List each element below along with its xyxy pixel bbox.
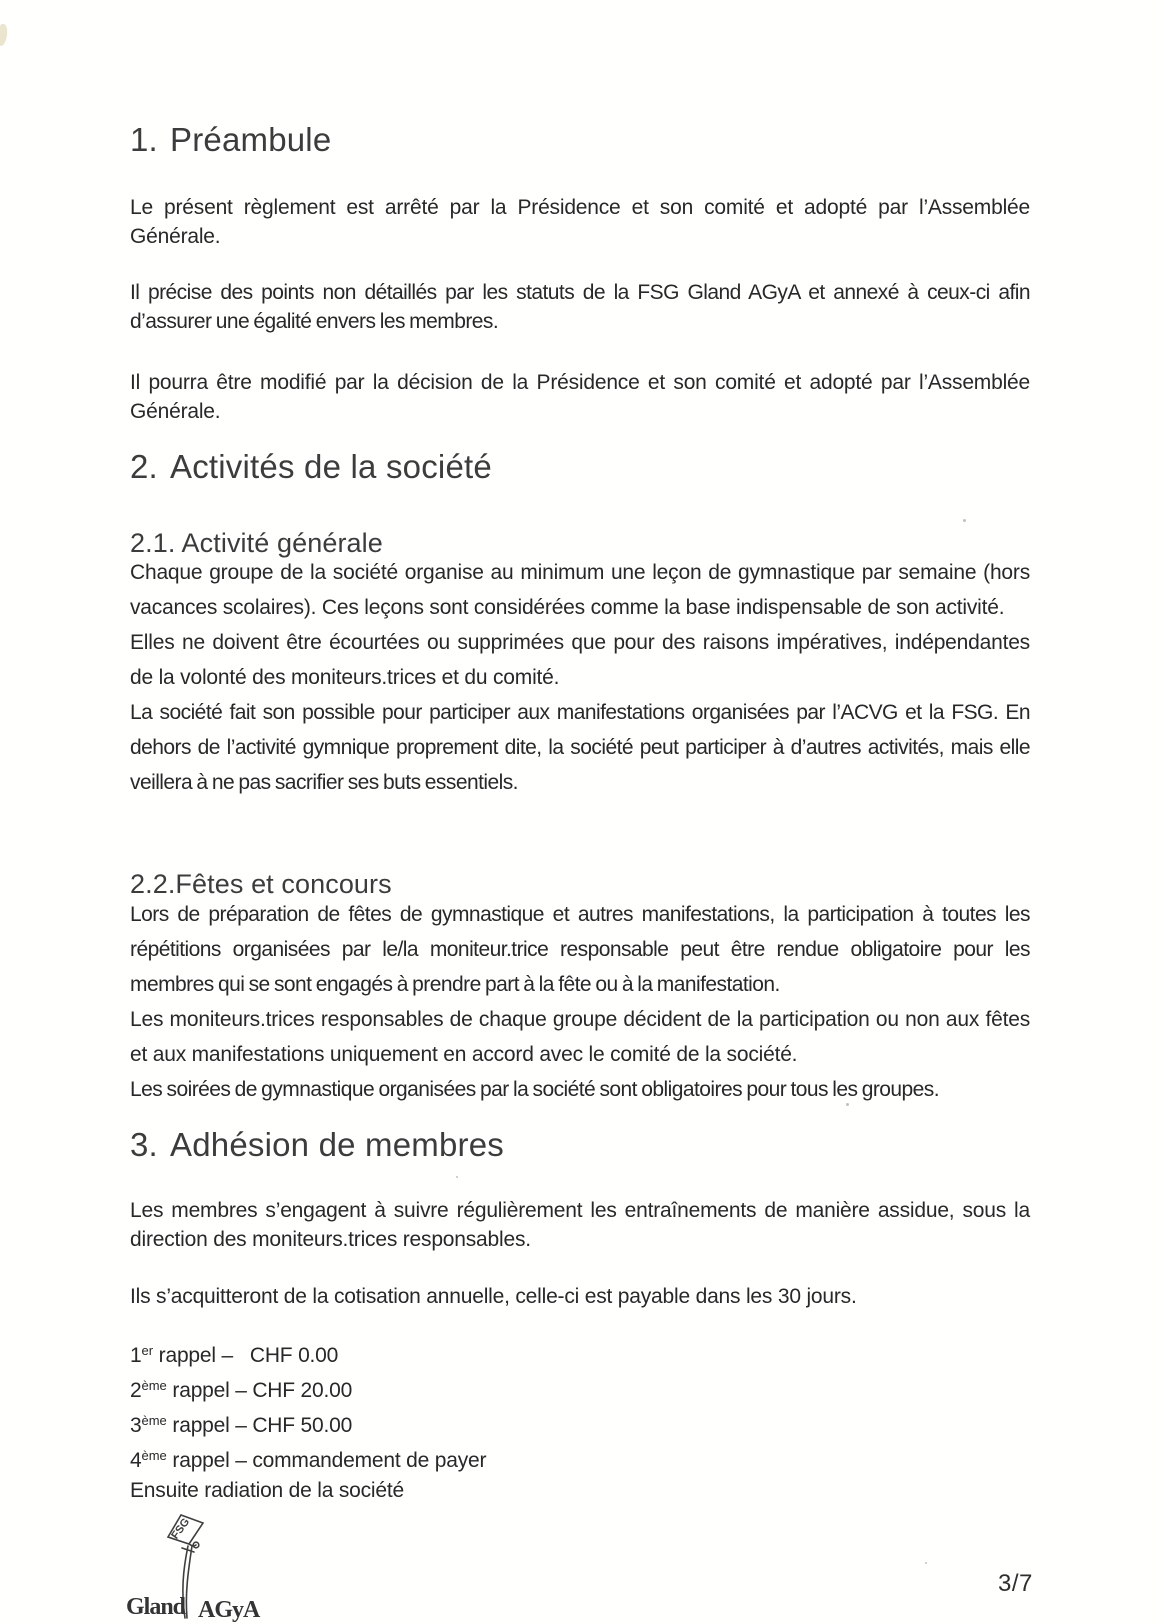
logo-flag-label: FSG xyxy=(169,1516,193,1542)
rappel-ordinal: ème xyxy=(141,1448,167,1463)
logo-word-left: Gland xyxy=(126,1594,186,1620)
rappel-line-4 xyxy=(130,1441,1030,1476)
paragraph-fetes-3: Les soirées de gymnastique organisées par la société sont obligatoires pour tous les groupes. xyxy=(130,1078,940,1101)
paragraph-preambule-1: Le présent règlement est arrêté par la Présidence et son comité et adopté par l’Assemblée Générale. xyxy=(130,196,1030,248)
section-2-2-heading: 2.2.Fêtes et concours xyxy=(130,869,392,899)
section-2-heading xyxy=(130,448,492,486)
section-2-title: Activités de la société xyxy=(170,448,492,485)
rappel-number: 3 xyxy=(130,1414,142,1437)
paragraph-fetes-2: Les moniteurs.trices responsables de chaque groupe décident de la participation ou non aux fêtes et aux manifestations uniquement en accord avec le comité de la société. xyxy=(130,1008,1030,1066)
section-2-1-body xyxy=(130,555,1030,800)
rappel-text: rappel – CHF 20.00 xyxy=(166,1379,353,1402)
paragraph-preambule-2: Il précise des points non détaillés par les statuts de la FSG Gland AGyA et annexé à ceux-ci afin d’assurer une égalité envers les membres. xyxy=(130,281,1030,333)
section-3-number: 3. xyxy=(130,1126,158,1163)
paragraph-fetes-1: Lors de préparation de fêtes de gymnastique et autres manifestations, la participation à toutes les répétitions organisées par le/la moniteur.trice responsable peut être rendue obligatoire pour les membres qui se sont engagés à prendre part à la fête ou à la manifestation. xyxy=(130,903,1030,996)
paragraph-adhesion-1: Les membres s’engagent à suivre régulièrement les entraînements de manière assidue, sous la direction des moniteurs.trices responsables. xyxy=(130,1199,1030,1251)
rappel-line-1 xyxy=(130,1336,1030,1371)
rappel-number: 1 xyxy=(130,1344,142,1367)
paragraph-adhesion-2: Ils s’acquitteront de la cotisation annuelle, celle-ci est payable dans les 30 jours. xyxy=(130,1285,857,1308)
scan-smudge xyxy=(0,23,8,46)
paragraph-activite-1: Chaque groupe de la société organise au minimum une leçon de gymnastique par semaine (hors vacances scolaires). Ces leçons sont considérées comme la base indispensable de son activité. xyxy=(130,561,1030,619)
section-1-number: 1. xyxy=(130,121,158,158)
rappel-line-2 xyxy=(130,1371,1030,1406)
rappel-text: rappel – CHF 50.00 xyxy=(166,1414,353,1437)
rappel-list xyxy=(130,1336,1030,1506)
rappel-ordinal: er xyxy=(141,1343,154,1358)
section-1-heading xyxy=(130,121,331,159)
rappel-ordinal: ème xyxy=(141,1378,167,1393)
scan-speck xyxy=(456,1176,458,1178)
rappel-text: rappel – CHF 0.00 xyxy=(153,1344,339,1367)
paragraph-activite-2: Elles ne doivent être écourtées ou supprimées que pour des raisons impératives, indépendantes de la volonté des moniteurs.trices et du comité. xyxy=(130,631,1030,689)
section-2-number: 2. xyxy=(130,448,158,485)
rappel-text: rappel – commandement de payer xyxy=(166,1449,487,1472)
paragraph-preambule-3: Il pourra être modifié par la décision de la Présidence et son comité et adopté par l’Assemblée Générale. xyxy=(130,371,1030,423)
scan-speck xyxy=(925,1562,927,1564)
club-logo xyxy=(124,1510,274,1622)
rappel-line-3 xyxy=(130,1406,1030,1441)
logo-word-right: AGyA xyxy=(198,1597,260,1622)
section-1-title: Préambule xyxy=(170,121,332,158)
rappel-footer: Ensuite radiation de la société xyxy=(130,1479,404,1502)
section-3-heading xyxy=(130,1126,504,1164)
paragraph-activite-3: La société fait son possible pour participer aux manifestations organisées par l’ACVG et la FSG. En dehors de l’activité gymnique proprement dite, la société peut participer à d’autres activités, mais elle veillera à ne pas sacrifier ses buts essentiels. xyxy=(130,701,1030,794)
section-2-2-body xyxy=(130,897,1030,1107)
rappel-number: 4 xyxy=(130,1449,142,1472)
section-2-1-heading: 2.1. Activité générale xyxy=(130,528,383,558)
section-3-title: Adhésion de membres xyxy=(170,1126,504,1163)
scan-speck xyxy=(963,519,966,522)
rappel-number: 2 xyxy=(130,1379,142,1402)
rappel-ordinal: ème xyxy=(141,1413,167,1428)
page-number: 3/7 xyxy=(998,1570,1033,1597)
